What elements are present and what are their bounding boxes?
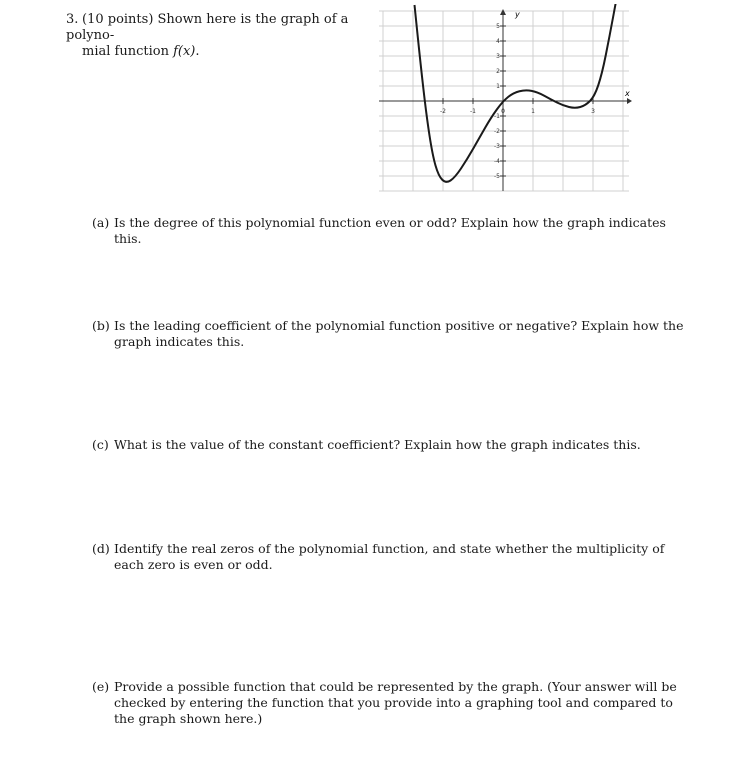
y-axis-arrow-icon	[500, 9, 506, 15]
y-tick-label: 4	[496, 38, 500, 45]
part-d-text: Identify the real zeros of the polynomial function, and state whether the multiplicity of each zero is even or odd.	[114, 541, 665, 572]
problem-line-1: (10 points) Shown here is the graph of a polyno-	[66, 12, 349, 43]
x-tick-label: 3	[591, 108, 595, 115]
question-part-c	[92, 437, 692, 453]
x-tick-label: -2	[440, 108, 446, 115]
problem-line-2-suffix: .	[195, 44, 200, 59]
part-d-label: (d)	[92, 541, 110, 556]
y-tick-label: 1	[496, 83, 500, 90]
x-tick-label: 1	[531, 108, 535, 115]
y-axis-label: y	[515, 10, 520, 19]
part-a-label: (a)	[92, 215, 110, 230]
y-tick-label: -4	[494, 158, 500, 165]
y-tick-label: 3	[496, 53, 500, 60]
part-e-text: Provide a possible function that could be represented by the graph. (Your answer will be checked by entering the function that you provide into a graphing tool and compared to the graph shown here.)	[114, 679, 677, 726]
question-part-d	[92, 541, 692, 573]
part-b-label: (b)	[92, 318, 110, 333]
question-part-e	[92, 679, 692, 727]
y-tick-label: -5	[494, 173, 500, 180]
y-tick-label: -2	[494, 128, 500, 135]
problem-number: 3.	[66, 12, 79, 27]
part-e-label: (e)	[92, 679, 110, 694]
y-tick-label: 2	[496, 68, 500, 75]
x-axis-arrow-icon	[627, 98, 632, 104]
x-tick-label: 0	[501, 108, 505, 115]
x-axis-label: x	[625, 89, 630, 98]
question-part-a	[92, 215, 692, 247]
part-c-label: (c)	[92, 437, 109, 452]
question-part-b	[92, 318, 692, 350]
part-c-text: What is the value of the constant coefficient? Explain how the graph indicates this.	[114, 437, 641, 452]
problem-statement	[66, 12, 381, 60]
part-a-text: Is the degree of this polynomial function even or odd? Explain how the graph indicates this.	[114, 215, 666, 246]
y-tick-label: -1	[494, 113, 500, 120]
part-b-text: Is the leading coefficient of the polynomial function positive or negative? Explain how the graph indicates this.	[114, 318, 684, 349]
y-tick-label: -3	[494, 143, 500, 150]
polynomial-graph	[376, 4, 638, 198]
polynomial-curve	[415, 4, 618, 182]
x-tick-label: -1	[470, 108, 476, 115]
y-tick-label: 5	[496, 23, 500, 30]
problem-line-2	[66, 44, 381, 60]
problem-line-2-prefix: mial function	[82, 44, 174, 59]
function-name: f(x)	[173, 44, 196, 59]
